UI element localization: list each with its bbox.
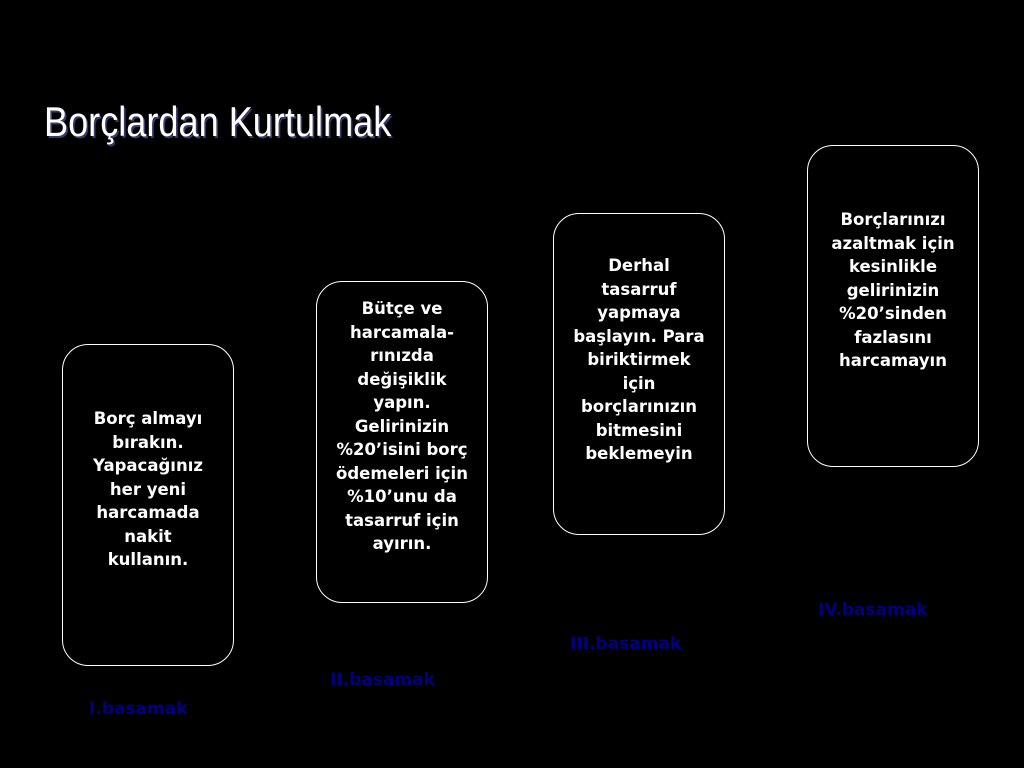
step-label-1: I.basamak: [89, 699, 188, 719]
step-box-4: [807, 145, 979, 467]
step-box-3: [553, 213, 725, 535]
step-text-2: Bütçe ve harcamala-rınızda değişiklik yapın. Gelirinizin %20’isini borç ödemeleri için %10’unu da tasarruf için ayırın.: [336, 299, 468, 553]
step-label-2: II.basamak: [330, 670, 435, 690]
step-label-4: IV.basamak: [818, 600, 928, 620]
step-text-1: Borç almayı bırakın. Yapacağınız her yeni harcamada nakit kullanın.: [93, 409, 203, 569]
step-text-3: Derhal tasarruf yapmaya başlayın. Para biriktirmek için borçlarınızın bitmesini beklemeyin: [573, 256, 705, 463]
step-box-2: [316, 281, 488, 603]
step-box-1: [62, 344, 234, 666]
step-label-3: III.basamak: [570, 634, 682, 654]
slide-title: Borçlardan Kurtulmak: [44, 98, 392, 145]
step-text-4: Borçlarınızı azaltmak için kesinlikle gelirinizin %20’sinden fazlasını harcamayın: [831, 210, 955, 370]
